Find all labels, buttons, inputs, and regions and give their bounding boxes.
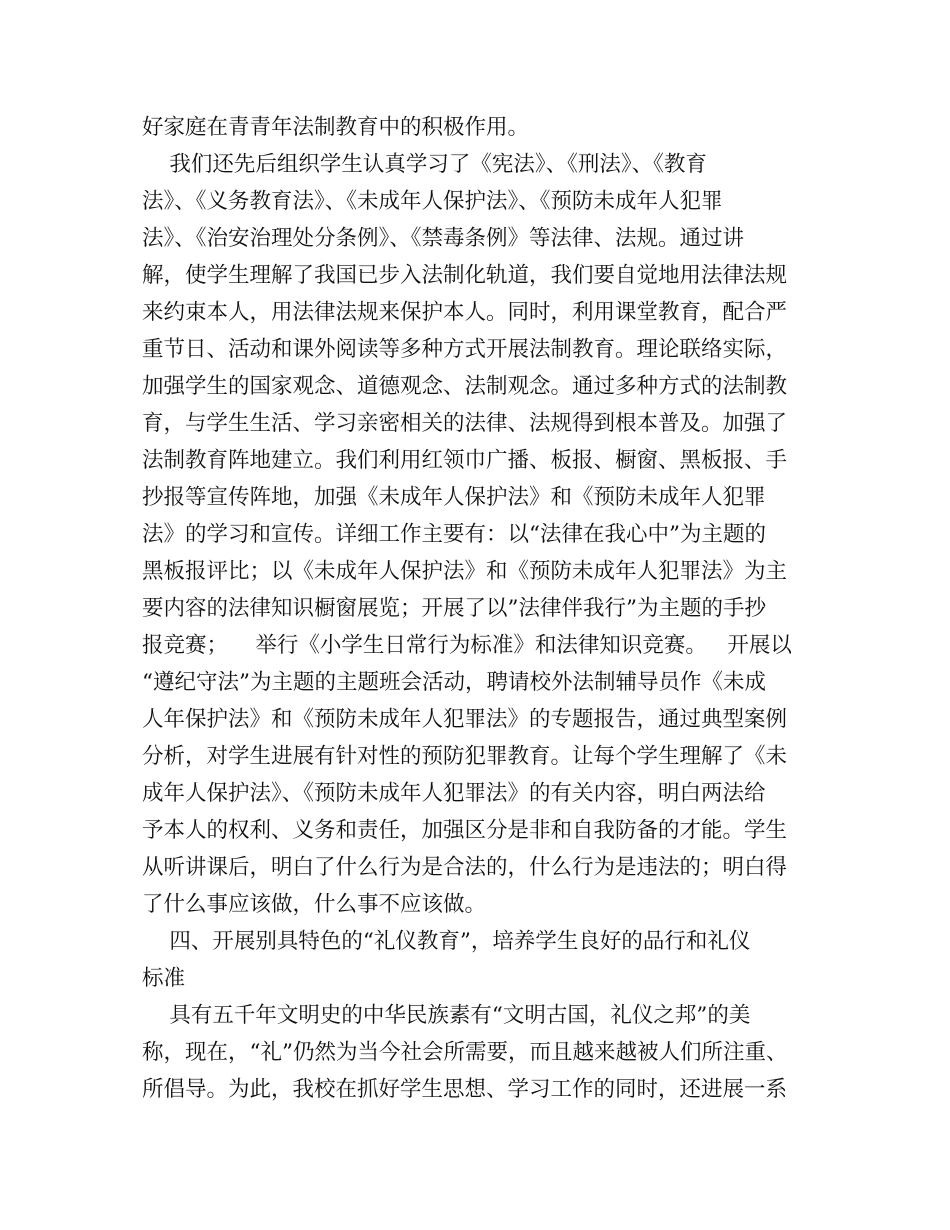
text-line: 予本人的权利、义务和责任，加强区分是非和自我防备的才能。学生 <box>142 818 788 843</box>
text-line: 解，使学生理解了我国已步入法制化轨道，我们要自觉地用法律法规 <box>142 263 788 288</box>
text-line: 分析，对学生进展有针对性的预防犯罪教育。让每个学生理解了《未 <box>142 744 788 769</box>
text-line: 加强学生的国家观念、道德观念、法制观念。通过多种方式的法制教 <box>142 374 788 399</box>
text-line: 成年人保护法》、《预防未成年人犯罪法》的有关内容，明白两法给 <box>142 781 766 806</box>
text-line: 重节日、活动和课外阅读等多种方式开展法制教育。理论联络实际， <box>142 337 788 362</box>
text-line: 从听讲课后，明白了什么行为是合法的，什么行为是违法的；明白得 <box>142 855 788 880</box>
text-line: 好家庭在青青年法制教育中的积极作用。 <box>142 115 530 140</box>
text-line: 我们还先后组织学生认真学习了《宪法》、《刑法》、《教育 <box>142 152 707 177</box>
text-line: 标准 <box>142 966 186 991</box>
text-line: 法制教育阵地建立。我们利用红领巾广播、板报、橱窗、黑板报、手 <box>142 448 788 473</box>
text-line: 法》、《治安治理处分条例》、《禁毒条例》等法律、法规。通过讲 <box>142 226 745 251</box>
text-line: 黑板报评比；以《未成年人保护法》和《预防未成年人犯罪法》为主 <box>142 559 788 584</box>
text-line: 法》、《义务教育法》、《未成年人保护法》、《预防未成年人犯罪 <box>142 189 723 214</box>
text-line: 称，现在，“礼”仍然为当今社会所需要，而且越来越被人们所注重、 <box>142 1040 788 1065</box>
text-line: 人年保护法》和《预防未成年人犯罪法》的专题报告，通过典型案例 <box>142 707 788 732</box>
text-line: “遵纪守法”为主题的主题班会活动，聘请校外法制辅导员作《未成 <box>142 670 766 695</box>
body-text <box>142 109 812 1108</box>
text-line: 法》的学习和宣传。详细工作主要有：以“法律在我心中”为主题的 <box>142 522 766 547</box>
text-line: 报竞赛； 举行《小学生日常行为标准》和法律知识竞赛。 开展以 <box>142 633 792 658</box>
text-line: 来约束本人，用法律法规来保护本人。同时，利用课堂教育，配合严 <box>142 300 788 325</box>
text-line: 要内容的法律知识橱窗展览；开展了以”法律伴我行”为主题的手抄 <box>142 596 766 621</box>
text-line: 具有五千年文明史的中华民族素有“文明古国，礼仪之邦”的美 <box>142 1003 751 1028</box>
text-line: 了什么事应该做，什么事不应该做。 <box>142 892 487 917</box>
text-line: 育，与学生生活、学习亲密相关的法律、法规得到根本普及。加强了 <box>142 411 788 436</box>
text-line: 四、开展别具特色的“礼仪教育”，培养学生良好的品行和礼仪 <box>142 929 751 954</box>
text-line: 抄报等宣传阵地，加强《未成年人保护法》和《预防未成年人犯罪 <box>142 485 766 510</box>
text-line: 所倡导。为此，我校在抓好学生思想、学习工作的同时，还进展一系 <box>142 1077 788 1102</box>
